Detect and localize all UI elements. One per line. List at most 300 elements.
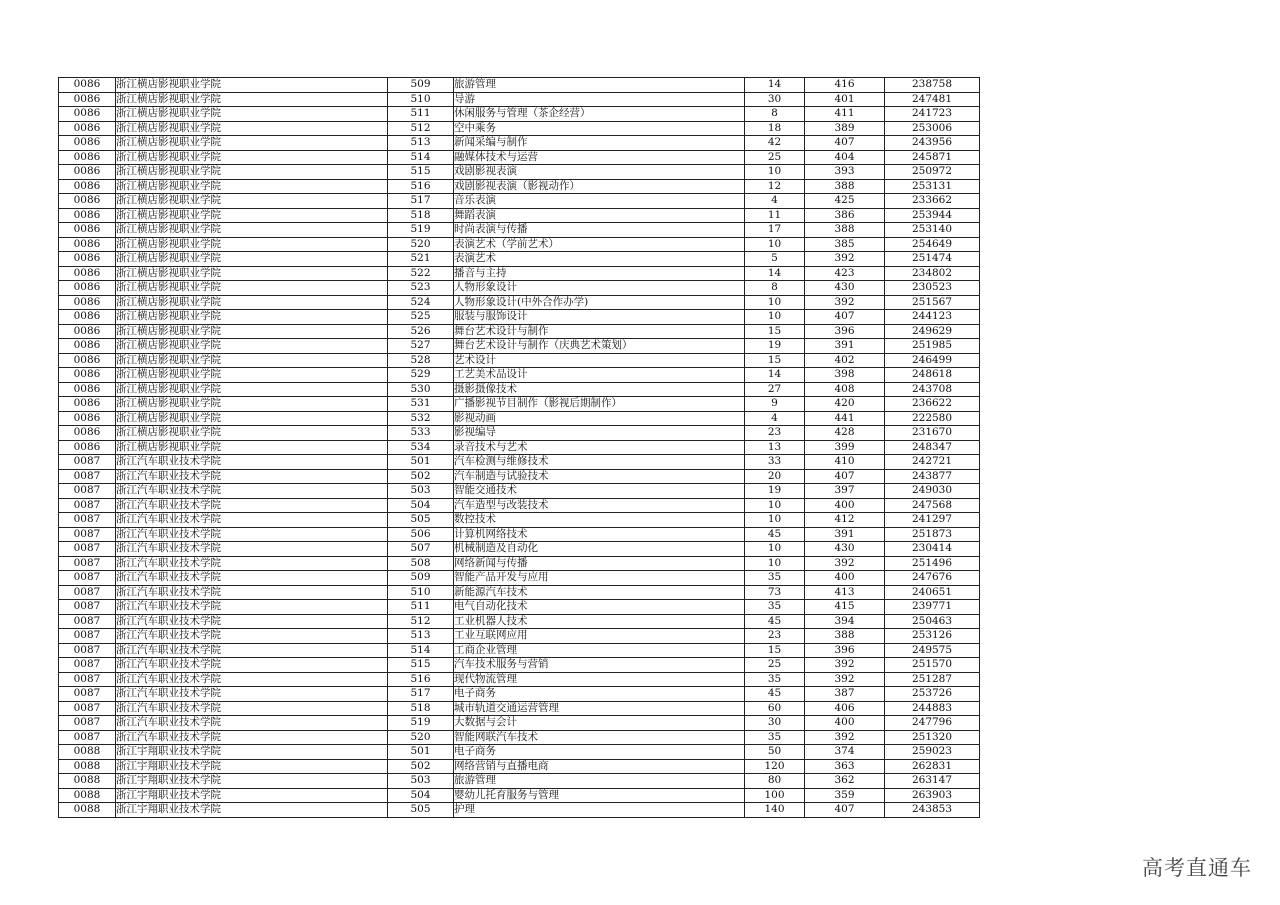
major-code-cell: 520 xyxy=(388,237,454,252)
major-code-cell: 501 xyxy=(388,745,454,760)
min-score-cell: 359 xyxy=(805,788,885,803)
school-code-cell: 0086 xyxy=(59,440,116,455)
plan-count-cell: 73 xyxy=(745,585,805,600)
min-rank-cell: 242721 xyxy=(885,455,980,470)
plan-count-cell: 35 xyxy=(745,730,805,745)
min-score-cell: 391 xyxy=(805,339,885,354)
table-row xyxy=(59,629,980,644)
plan-count-cell: 14 xyxy=(745,78,805,93)
major-code-cell: 511 xyxy=(388,107,454,122)
plan-count-cell: 10 xyxy=(745,165,805,180)
min-score-cell: 363 xyxy=(805,759,885,774)
major-code-cell: 518 xyxy=(388,701,454,716)
major-name-cell: 工业机器人技术 xyxy=(454,614,745,629)
min-score-cell: 398 xyxy=(805,368,885,383)
table-row xyxy=(59,165,980,180)
major-code-cell: 513 xyxy=(388,629,454,644)
table-row xyxy=(59,194,980,209)
major-code-cell: 515 xyxy=(388,658,454,673)
major-code-cell: 502 xyxy=(388,759,454,774)
table-row xyxy=(59,252,980,267)
major-name-cell: 表演艺术（学前艺术） xyxy=(454,237,745,252)
min-score-cell: 388 xyxy=(805,223,885,238)
plan-count-cell: 140 xyxy=(745,803,805,818)
plan-count-cell: 30 xyxy=(745,92,805,107)
min-rank-cell: 241723 xyxy=(885,107,980,122)
table-row xyxy=(59,324,980,339)
major-code-cell: 518 xyxy=(388,208,454,223)
major-code-cell: 506 xyxy=(388,527,454,542)
major-name-cell: 舞台艺术设计与制作（庆典艺术策划） xyxy=(454,339,745,354)
table-row xyxy=(59,310,980,325)
school-name-cell: 浙江横店影视职业学院 xyxy=(116,324,388,339)
min-rank-cell: 253944 xyxy=(885,208,980,223)
table-row xyxy=(59,556,980,571)
table-row xyxy=(59,368,980,383)
plan-count-cell: 35 xyxy=(745,571,805,586)
min-score-cell: 388 xyxy=(805,179,885,194)
major-name-cell: 戏剧影视表演 xyxy=(454,165,745,180)
school-code-cell: 0086 xyxy=(59,150,116,165)
plan-count-cell: 25 xyxy=(745,658,805,673)
school-name-cell: 浙江横店影视职业学院 xyxy=(116,368,388,383)
table-row xyxy=(59,716,980,731)
school-name-cell: 浙江汽车职业技术学院 xyxy=(116,600,388,615)
school-name-cell: 浙江汽车职业技术学院 xyxy=(116,498,388,513)
table-row xyxy=(59,281,980,296)
min-score-cell: 394 xyxy=(805,614,885,629)
major-name-cell: 汽车技术服务与营销 xyxy=(454,658,745,673)
table-row xyxy=(59,121,980,136)
min-rank-cell: 244123 xyxy=(885,310,980,325)
school-code-cell: 0088 xyxy=(59,759,116,774)
table-row xyxy=(59,469,980,484)
school-name-cell: 浙江汽车职业技术学院 xyxy=(116,571,388,586)
plan-count-cell: 23 xyxy=(745,629,805,644)
major-code-cell: 530 xyxy=(388,382,454,397)
admission-table xyxy=(58,77,980,818)
school-code-cell: 0087 xyxy=(59,542,116,557)
plan-count-cell: 23 xyxy=(745,426,805,441)
min-rank-cell: 230523 xyxy=(885,281,980,296)
major-code-cell: 514 xyxy=(388,643,454,658)
major-name-cell: 新能源汽车技术 xyxy=(454,585,745,600)
min-rank-cell: 250463 xyxy=(885,614,980,629)
min-score-cell: 408 xyxy=(805,382,885,397)
plan-count-cell: 20 xyxy=(745,469,805,484)
school-code-cell: 0087 xyxy=(59,513,116,528)
min-rank-cell: 243877 xyxy=(885,469,980,484)
school-name-cell: 浙江横店影视职业学院 xyxy=(116,397,388,412)
min-score-cell: 399 xyxy=(805,440,885,455)
school-name-cell: 浙江汽车职业技术学院 xyxy=(116,469,388,484)
major-code-cell: 528 xyxy=(388,353,454,368)
min-rank-cell: 251985 xyxy=(885,339,980,354)
min-rank-cell: 251320 xyxy=(885,730,980,745)
school-name-cell: 浙江汽车职业技术学院 xyxy=(116,716,388,731)
school-code-cell: 0086 xyxy=(59,223,116,238)
school-name-cell: 浙江汽车职业技术学院 xyxy=(116,730,388,745)
min-score-cell: 374 xyxy=(805,745,885,760)
school-code-cell: 0087 xyxy=(59,658,116,673)
school-name-cell: 浙江横店影视职业学院 xyxy=(116,295,388,310)
major-name-cell: 机械制造及自动化 xyxy=(454,542,745,557)
major-code-cell: 504 xyxy=(388,498,454,513)
min-rank-cell: 238758 xyxy=(885,78,980,93)
major-code-cell: 531 xyxy=(388,397,454,412)
school-code-cell: 0088 xyxy=(59,803,116,818)
school-name-cell: 浙江汽车职业技术学院 xyxy=(116,556,388,571)
min-rank-cell: 247796 xyxy=(885,716,980,731)
min-score-cell: 407 xyxy=(805,310,885,325)
table-row xyxy=(59,658,980,673)
major-code-cell: 504 xyxy=(388,788,454,803)
school-name-cell: 浙江宇翔职业技术学院 xyxy=(116,745,388,760)
min-score-cell: 393 xyxy=(805,165,885,180)
school-code-cell: 0087 xyxy=(59,455,116,470)
plan-count-cell: 11 xyxy=(745,208,805,223)
school-name-cell: 浙江横店影视职业学院 xyxy=(116,194,388,209)
min-score-cell: 407 xyxy=(805,469,885,484)
plan-count-cell: 45 xyxy=(745,614,805,629)
table-row xyxy=(59,571,980,586)
school-name-cell: 浙江横店影视职业学院 xyxy=(116,353,388,368)
min-rank-cell: 250972 xyxy=(885,165,980,180)
school-code-cell: 0086 xyxy=(59,397,116,412)
plan-count-cell: 9 xyxy=(745,397,805,412)
major-code-cell: 502 xyxy=(388,469,454,484)
school-name-cell: 浙江汽车职业技术学院 xyxy=(116,542,388,557)
major-name-cell: 影视动画 xyxy=(454,411,745,426)
table-row xyxy=(59,237,980,252)
min-rank-cell: 249575 xyxy=(885,643,980,658)
table-row xyxy=(59,614,980,629)
major-name-cell: 导游 xyxy=(454,92,745,107)
major-code-cell: 532 xyxy=(388,411,454,426)
school-code-cell: 0087 xyxy=(59,614,116,629)
plan-count-cell: 10 xyxy=(745,295,805,310)
major-name-cell: 人物形象设计(中外合作办学) xyxy=(454,295,745,310)
school-name-cell: 浙江横店影视职业学院 xyxy=(116,150,388,165)
school-code-cell: 0086 xyxy=(59,237,116,252)
school-name-cell: 浙江横店影视职业学院 xyxy=(116,426,388,441)
min-score-cell: 400 xyxy=(805,716,885,731)
school-code-cell: 0086 xyxy=(59,194,116,209)
plan-count-cell: 60 xyxy=(745,701,805,716)
table-row xyxy=(59,426,980,441)
plan-count-cell: 35 xyxy=(745,672,805,687)
school-code-cell: 0087 xyxy=(59,629,116,644)
table-body xyxy=(59,78,980,818)
major-code-cell: 507 xyxy=(388,542,454,557)
major-name-cell: 艺术设计 xyxy=(454,353,745,368)
min-rank-cell: 241297 xyxy=(885,513,980,528)
min-rank-cell: 246499 xyxy=(885,353,980,368)
table-row xyxy=(59,542,980,557)
min-score-cell: 406 xyxy=(805,701,885,716)
min-score-cell: 362 xyxy=(805,774,885,789)
min-score-cell: 392 xyxy=(805,295,885,310)
plan-count-cell: 33 xyxy=(745,455,805,470)
major-name-cell: 人物形象设计 xyxy=(454,281,745,296)
school-name-cell: 浙江汽车职业技术学院 xyxy=(116,701,388,716)
major-code-cell: 513 xyxy=(388,136,454,151)
major-code-cell: 514 xyxy=(388,150,454,165)
school-name-cell: 浙江宇翔职业技术学院 xyxy=(116,803,388,818)
table-row xyxy=(59,440,980,455)
min-score-cell: 420 xyxy=(805,397,885,412)
major-name-cell: 护理 xyxy=(454,803,745,818)
table-row xyxy=(59,411,980,426)
major-name-cell: 新闻采编与制作 xyxy=(454,136,745,151)
school-code-cell: 0086 xyxy=(59,426,116,441)
school-code-cell: 0086 xyxy=(59,252,116,267)
table-row xyxy=(59,107,980,122)
plan-count-cell: 8 xyxy=(745,281,805,296)
min-score-cell: 410 xyxy=(805,455,885,470)
major-name-cell: 舞蹈表演 xyxy=(454,208,745,223)
min-rank-cell: 262831 xyxy=(885,759,980,774)
school-name-cell: 浙江横店影视职业学院 xyxy=(116,339,388,354)
major-name-cell: 计算机网络技术 xyxy=(454,527,745,542)
min-rank-cell: 243708 xyxy=(885,382,980,397)
school-name-cell: 浙江汽车职业技术学院 xyxy=(116,585,388,600)
min-rank-cell: 253726 xyxy=(885,687,980,702)
major-name-cell: 数控技术 xyxy=(454,513,745,528)
min-score-cell: 401 xyxy=(805,92,885,107)
major-name-cell: 工商企业管理 xyxy=(454,643,745,658)
major-code-cell: 511 xyxy=(388,600,454,615)
major-name-cell: 音乐表演 xyxy=(454,194,745,209)
min-rank-cell: 249629 xyxy=(885,324,980,339)
school-code-cell: 0086 xyxy=(59,310,116,325)
plan-count-cell: 45 xyxy=(745,527,805,542)
min-score-cell: 411 xyxy=(805,107,885,122)
school-name-cell: 浙江横店影视职业学院 xyxy=(116,107,388,122)
min-score-cell: 397 xyxy=(805,484,885,499)
table-row xyxy=(59,484,980,499)
major-name-cell: 婴幼儿托育服务与管理 xyxy=(454,788,745,803)
min-score-cell: 423 xyxy=(805,266,885,281)
major-code-cell: 519 xyxy=(388,716,454,731)
school-name-cell: 浙江宇翔职业技术学院 xyxy=(116,759,388,774)
table-row xyxy=(59,643,980,658)
plan-count-cell: 19 xyxy=(745,484,805,499)
major-name-cell: 智能产品开发与应用 xyxy=(454,571,745,586)
major-name-cell: 工艺美术品设计 xyxy=(454,368,745,383)
min-score-cell: 400 xyxy=(805,498,885,513)
major-name-cell: 摄影摄像技术 xyxy=(454,382,745,397)
min-rank-cell: 251570 xyxy=(885,658,980,673)
major-name-cell: 休闲服务与管理（茶企经营） xyxy=(454,107,745,122)
min-rank-cell: 243956 xyxy=(885,136,980,151)
school-name-cell: 浙江横店影视职业学院 xyxy=(116,281,388,296)
plan-count-cell: 13 xyxy=(745,440,805,455)
school-name-cell: 浙江汽车职业技术学院 xyxy=(116,484,388,499)
major-code-cell: 519 xyxy=(388,223,454,238)
school-name-cell: 浙江横店影视职业学院 xyxy=(116,237,388,252)
school-code-cell: 0086 xyxy=(59,266,116,281)
table-row xyxy=(59,136,980,151)
school-name-cell: 浙江横店影视职业学院 xyxy=(116,78,388,93)
major-code-cell: 516 xyxy=(388,672,454,687)
min-rank-cell: 247568 xyxy=(885,498,980,513)
school-name-cell: 浙江汽车职业技术学院 xyxy=(116,455,388,470)
min-score-cell: 385 xyxy=(805,237,885,252)
min-score-cell: 428 xyxy=(805,426,885,441)
min-score-cell: 441 xyxy=(805,411,885,426)
major-name-cell: 智能交通技术 xyxy=(454,484,745,499)
major-code-cell: 522 xyxy=(388,266,454,281)
school-code-cell: 0087 xyxy=(59,716,116,731)
min-score-cell: 412 xyxy=(805,513,885,528)
school-name-cell: 浙江汽车职业技术学院 xyxy=(116,687,388,702)
major-code-cell: 521 xyxy=(388,252,454,267)
min-score-cell: 404 xyxy=(805,150,885,165)
table-row xyxy=(59,397,980,412)
table-row xyxy=(59,353,980,368)
school-name-cell: 浙江汽车职业技术学院 xyxy=(116,672,388,687)
school-name-cell: 浙江汽车职业技术学院 xyxy=(116,658,388,673)
min-rank-cell: 253126 xyxy=(885,629,980,644)
plan-count-cell: 30 xyxy=(745,716,805,731)
min-rank-cell: 239771 xyxy=(885,600,980,615)
min-rank-cell: 230414 xyxy=(885,542,980,557)
school-name-cell: 浙江宇翔职业技术学院 xyxy=(116,788,388,803)
major-name-cell: 广播影视节目制作（影视后期制作） xyxy=(454,397,745,412)
plan-count-cell: 50 xyxy=(745,745,805,760)
min-score-cell: 392 xyxy=(805,672,885,687)
plan-count-cell: 15 xyxy=(745,353,805,368)
school-name-cell: 浙江横店影视职业学院 xyxy=(116,310,388,325)
major-code-cell: 517 xyxy=(388,687,454,702)
min-rank-cell: 243853 xyxy=(885,803,980,818)
table-row xyxy=(59,382,980,397)
plan-count-cell: 14 xyxy=(745,266,805,281)
min-rank-cell: 245871 xyxy=(885,150,980,165)
min-rank-cell: 259023 xyxy=(885,745,980,760)
major-name-cell: 汽车造型与改装技术 xyxy=(454,498,745,513)
min-rank-cell: 244883 xyxy=(885,701,980,716)
min-score-cell: 425 xyxy=(805,194,885,209)
major-name-cell: 融媒体技术与运营 xyxy=(454,150,745,165)
plan-count-cell: 10 xyxy=(745,542,805,557)
min-score-cell: 391 xyxy=(805,527,885,542)
plan-count-cell: 45 xyxy=(745,687,805,702)
school-name-cell: 浙江汽车职业技术学院 xyxy=(116,614,388,629)
min-rank-cell: 251873 xyxy=(885,527,980,542)
plan-count-cell: 27 xyxy=(745,382,805,397)
school-code-cell: 0086 xyxy=(59,92,116,107)
table-row xyxy=(59,730,980,745)
min-score-cell: 430 xyxy=(805,281,885,296)
major-name-cell: 城市轨道交通运营管理 xyxy=(454,701,745,716)
min-score-cell: 415 xyxy=(805,600,885,615)
min-rank-cell: 263147 xyxy=(885,774,980,789)
major-code-cell: 526 xyxy=(388,324,454,339)
school-code-cell: 0087 xyxy=(59,643,116,658)
major-name-cell: 空中乘务 xyxy=(454,121,745,136)
school-code-cell: 0088 xyxy=(59,774,116,789)
major-code-cell: 533 xyxy=(388,426,454,441)
table-row xyxy=(59,701,980,716)
major-name-cell: 服装与服饰设计 xyxy=(454,310,745,325)
major-code-cell: 524 xyxy=(388,295,454,310)
major-code-cell: 509 xyxy=(388,571,454,586)
major-code-cell: 516 xyxy=(388,179,454,194)
school-code-cell: 0086 xyxy=(59,382,116,397)
plan-count-cell: 10 xyxy=(745,310,805,325)
major-name-cell: 网络新闻与传播 xyxy=(454,556,745,571)
plan-count-cell: 18 xyxy=(745,121,805,136)
min-rank-cell: 251567 xyxy=(885,295,980,310)
school-code-cell: 0086 xyxy=(59,208,116,223)
plan-count-cell: 25 xyxy=(745,150,805,165)
school-name-cell: 浙江汽车职业技术学院 xyxy=(116,643,388,658)
school-name-cell: 浙江横店影视职业学院 xyxy=(116,252,388,267)
school-code-cell: 0086 xyxy=(59,281,116,296)
major-code-cell: 512 xyxy=(388,121,454,136)
table-row xyxy=(59,774,980,789)
plan-count-cell: 35 xyxy=(745,600,805,615)
major-code-cell: 515 xyxy=(388,165,454,180)
school-code-cell: 0086 xyxy=(59,165,116,180)
major-name-cell: 播音与主持 xyxy=(454,266,745,281)
min-score-cell: 407 xyxy=(805,803,885,818)
school-code-cell: 0087 xyxy=(59,556,116,571)
min-rank-cell: 249030 xyxy=(885,484,980,499)
table-row xyxy=(59,498,980,513)
table-row xyxy=(59,527,980,542)
school-name-cell: 浙江横店影视职业学院 xyxy=(116,411,388,426)
plan-count-cell: 8 xyxy=(745,107,805,122)
min-rank-cell: 247676 xyxy=(885,571,980,586)
school-code-cell: 0087 xyxy=(59,600,116,615)
min-rank-cell: 234802 xyxy=(885,266,980,281)
min-rank-cell: 254649 xyxy=(885,237,980,252)
school-name-cell: 浙江横店影视职业学院 xyxy=(116,121,388,136)
min-rank-cell: 253131 xyxy=(885,179,980,194)
plan-count-cell: 4 xyxy=(745,411,805,426)
major-code-cell: 510 xyxy=(388,585,454,600)
school-name-cell: 浙江横店影视职业学院 xyxy=(116,382,388,397)
major-code-cell: 509 xyxy=(388,78,454,93)
table-row xyxy=(59,266,980,281)
school-name-cell: 浙江汽车职业技术学院 xyxy=(116,527,388,542)
min-score-cell: 430 xyxy=(805,542,885,557)
major-name-cell: 戏剧影视表演（影视动作） xyxy=(454,179,745,194)
major-code-cell: 520 xyxy=(388,730,454,745)
major-code-cell: 501 xyxy=(388,455,454,470)
table-row xyxy=(59,223,980,238)
school-code-cell: 0086 xyxy=(59,179,116,194)
major-code-cell: 508 xyxy=(388,556,454,571)
school-name-cell: 浙江汽车职业技术学院 xyxy=(116,629,388,644)
school-code-cell: 0087 xyxy=(59,687,116,702)
school-name-cell: 浙江汽车职业技术学院 xyxy=(116,513,388,528)
school-name-cell: 浙江横店影视职业学院 xyxy=(116,92,388,107)
school-name-cell: 浙江宇翔职业技术学院 xyxy=(116,774,388,789)
school-code-cell: 0087 xyxy=(59,498,116,513)
major-name-cell: 旅游管理 xyxy=(454,78,745,93)
min-rank-cell: 251287 xyxy=(885,672,980,687)
min-rank-cell: 231670 xyxy=(885,426,980,441)
major-code-cell: 505 xyxy=(388,803,454,818)
min-rank-cell: 248347 xyxy=(885,440,980,455)
school-name-cell: 浙江横店影视职业学院 xyxy=(116,179,388,194)
min-rank-cell: 233662 xyxy=(885,194,980,209)
school-code-cell: 0086 xyxy=(59,339,116,354)
